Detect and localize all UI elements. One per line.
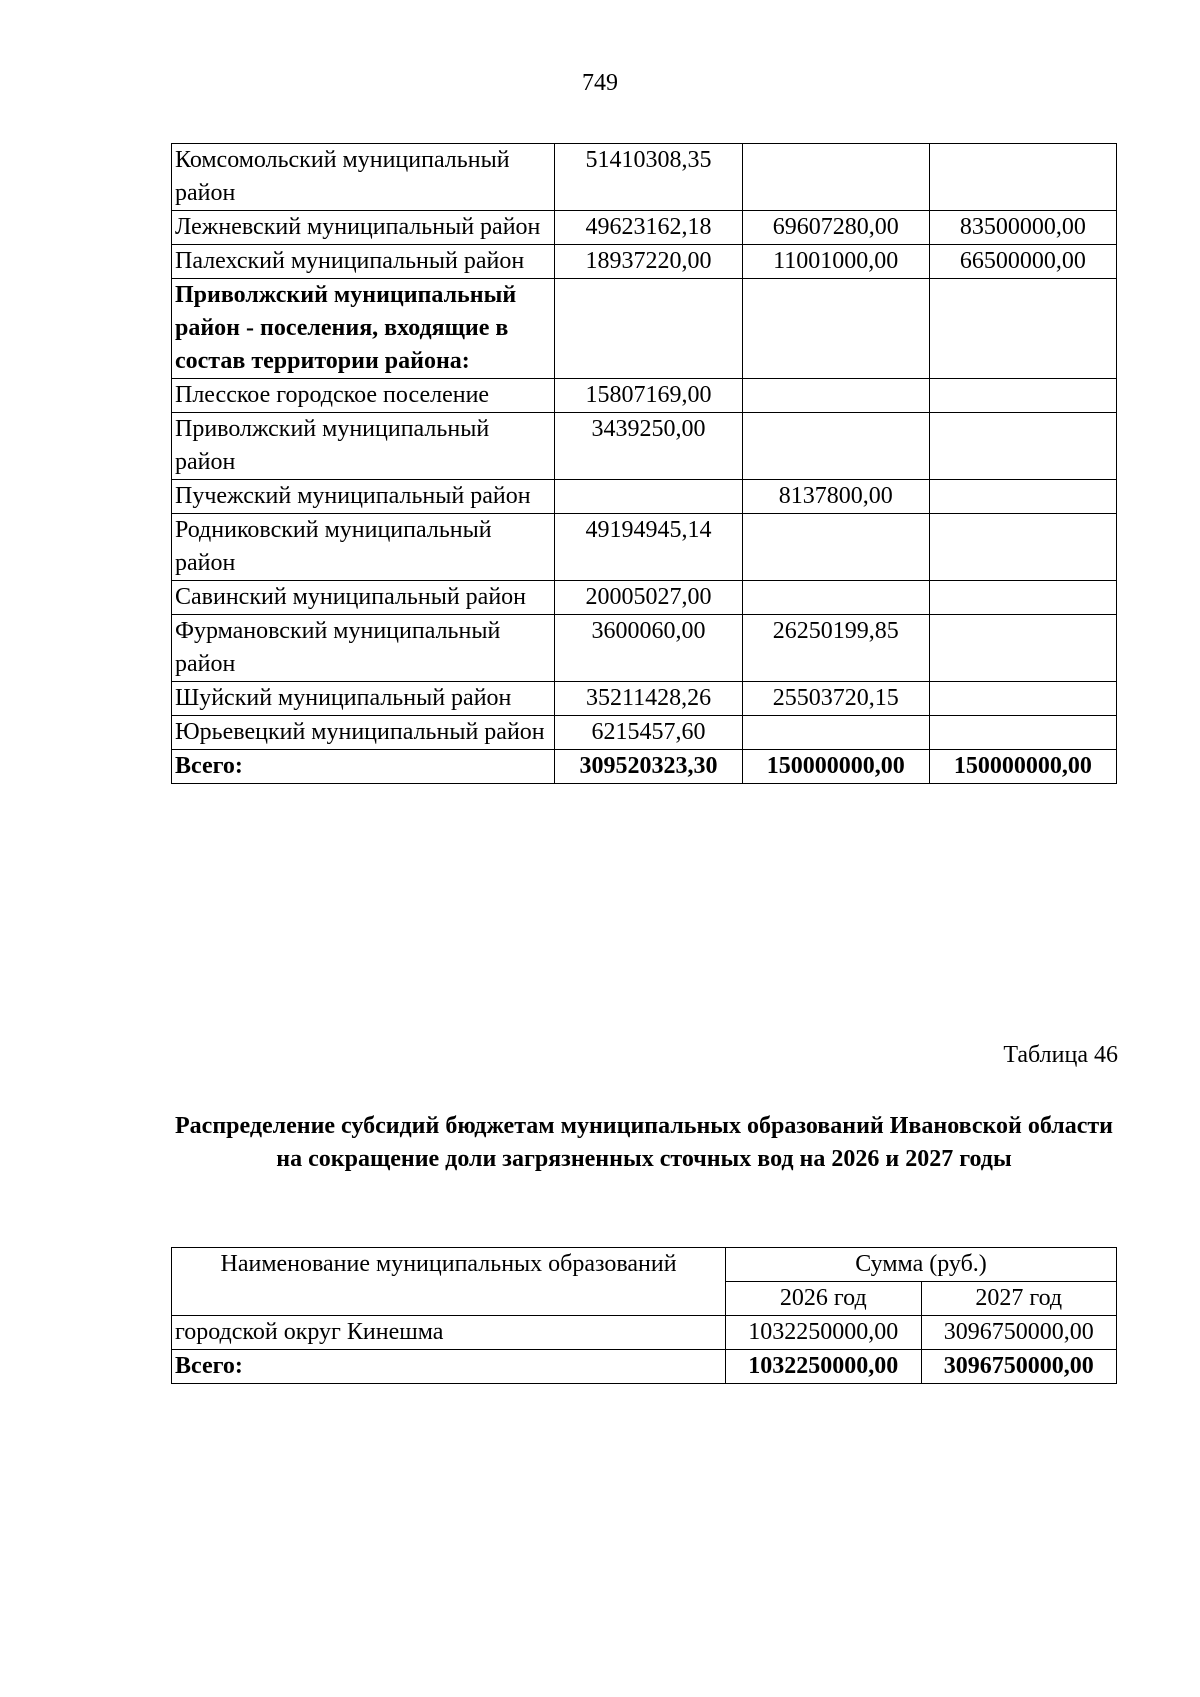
- total-value-3: 150000000,00: [929, 750, 1116, 784]
- row-value-2: [742, 581, 929, 615]
- row-value-3: [929, 682, 1116, 716]
- table-total-row: [172, 1350, 1117, 1384]
- row-value-1: 35211428,26: [555, 682, 742, 716]
- row-value-2: [742, 514, 929, 581]
- row-value-3: [929, 514, 1116, 581]
- table-row: [172, 480, 1117, 514]
- table-header-row: [172, 1248, 1117, 1282]
- row-value-2: [742, 716, 929, 750]
- table-row: [172, 1316, 1117, 1350]
- table-row: [172, 682, 1117, 716]
- row-name: Пучежский муниципальный район: [172, 480, 555, 514]
- subsidy-table-continued: [171, 143, 1117, 784]
- table-row: [172, 716, 1117, 750]
- row-name: Шуйский муниципальный район: [172, 682, 555, 716]
- row-value-2026: 1032250000,00: [726, 1316, 921, 1350]
- row-value-1: 20005027,00: [555, 581, 742, 615]
- table-row: [172, 615, 1117, 682]
- total-value-2027: 3096750000,00: [921, 1350, 1116, 1384]
- row-value-2: 26250199,85: [742, 615, 929, 682]
- row-name: Фурмановский муниципальный район: [172, 615, 555, 682]
- row-value-3: [929, 144, 1116, 211]
- row-value-3: [929, 379, 1116, 413]
- row-value-2: [742, 379, 929, 413]
- row-value-3: 83500000,00: [929, 211, 1116, 245]
- row-value-3: 66500000,00: [929, 245, 1116, 279]
- row-value-2: 69607280,00: [742, 211, 929, 245]
- row-value-2027: 3096750000,00: [921, 1316, 1116, 1350]
- row-value-1: 6215457,60: [555, 716, 742, 750]
- row-value-3: [929, 279, 1116, 379]
- row-value-2: 8137800,00: [742, 480, 929, 514]
- table-row: [172, 379, 1117, 413]
- total-value-2: 150000000,00: [742, 750, 929, 784]
- row-value-2: [742, 144, 929, 211]
- header-year-2026: 2026 год: [726, 1282, 921, 1316]
- wastewater-subsidy-table: [171, 1247, 1117, 1384]
- header-name: Наименование муниципальных образований: [172, 1248, 726, 1316]
- row-value-2: [742, 279, 929, 379]
- row-value-2: 25503720,15: [742, 682, 929, 716]
- total-value-1: 309520323,30: [555, 750, 742, 784]
- table-total-row: [172, 750, 1117, 784]
- row-name: Юрьевецкий муниципальный район: [172, 716, 555, 750]
- total-label: Всего:: [172, 1350, 726, 1384]
- row-value-3: [929, 615, 1116, 682]
- row-name: Родниковский муниципальный район: [172, 514, 555, 581]
- row-value-1: 3600060,00: [555, 615, 742, 682]
- page-number: 749: [582, 70, 618, 96]
- table-row: [172, 245, 1117, 279]
- table-row: [172, 211, 1117, 245]
- row-value-3: [929, 480, 1116, 514]
- row-name: Приволжский муниципальный район: [172, 413, 555, 480]
- total-value-2026: 1032250000,00: [726, 1350, 921, 1384]
- row-value-3: [929, 413, 1116, 480]
- row-value-1: 18937220,00: [555, 245, 742, 279]
- total-label: Всего:: [172, 750, 555, 784]
- table-row: [172, 144, 1117, 211]
- row-value-1: 3439250,00: [555, 413, 742, 480]
- row-value-1: 51410308,35: [555, 144, 742, 211]
- row-value-1: 15807169,00: [555, 379, 742, 413]
- row-value-2: [742, 413, 929, 480]
- table-row: [172, 413, 1117, 480]
- row-name: Палехский муниципальный район: [172, 245, 555, 279]
- row-value-1: 49194945,14: [555, 514, 742, 581]
- table-title: Распределение субсидий бюджетам муниципальных образований Ивановской области на сокращение доли загрязненных сточных вод на 2026 и 2027 годы: [175, 1113, 1113, 1172]
- row-name: Лежневский муниципальный район: [172, 211, 555, 245]
- row-name: Плесское городское поселение: [172, 379, 555, 413]
- table-caption: Таблица 46: [1003, 1042, 1118, 1068]
- table-row: [172, 514, 1117, 581]
- row-value-2: 11001000,00: [742, 245, 929, 279]
- header-year-2027: 2027 год: [921, 1282, 1116, 1316]
- row-value-1: 49623162,18: [555, 211, 742, 245]
- row-name: городской округ Кинешма: [172, 1316, 726, 1350]
- table-row: [172, 581, 1117, 615]
- header-sum: Сумма (руб.): [726, 1248, 1117, 1282]
- row-value-1: [555, 279, 742, 379]
- row-name: Комсомольский муниципальный район: [172, 144, 555, 211]
- row-name: Савинский муниципальный район: [172, 581, 555, 615]
- row-value-3: [929, 581, 1116, 615]
- table-row-group-heading: [172, 279, 1117, 379]
- row-value-3: [929, 716, 1116, 750]
- row-name: Приволжский муниципальный район - поселения, входящие в состав территории района:: [172, 279, 555, 379]
- row-value-1: [555, 480, 742, 514]
